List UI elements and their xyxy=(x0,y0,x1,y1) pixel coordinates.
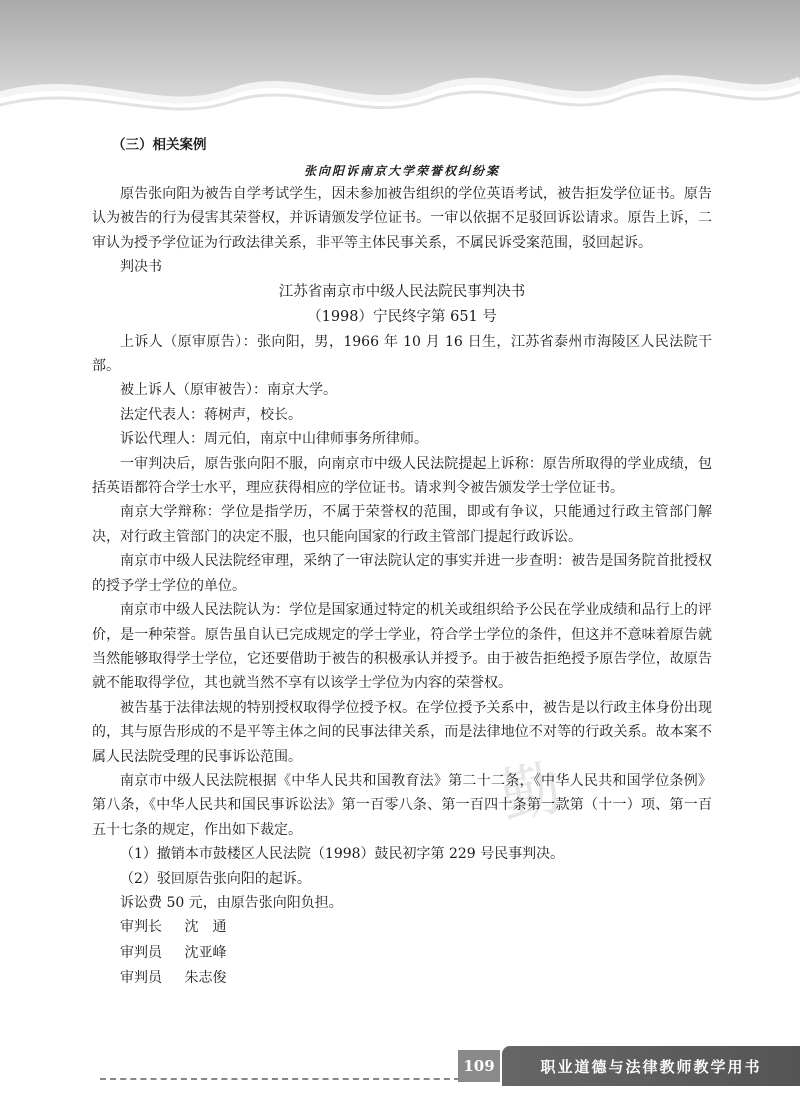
paragraph: （2）驳回原告张向阳的起诉。 xyxy=(120,870,311,887)
paragraph: 上诉人（原审原告）：张向阳，男，1966 年 10 月 16 日生，江苏省泰州市海陵区人民法院干部。 xyxy=(92,333,712,375)
paragraph: 南京市中级人民法院认为：学位是国家通过特定的机关或组织给予公民在学业成绩和品行上的评价，是一种荣誉。原告虽自认已完成规定的学士学业，符合学士学位的条件，但这并不意味着原告就当然能够取得学士学位，它还要借助于被告的积极承认并授予。由于被告拒绝授予原告学位，故原告就不能取得学位，其也就当然不享有以该学士学位为内容的荣誉权。 xyxy=(92,602,712,692)
paragraph: 被告基于法律法规的特别授权取得学位授予权。在学位授予关系中，被告是以行政主体身份出现的，其与原告形成的不是平等主体之间的民事法律关系，而是法律地位不对等的行政关系。故本案不属人民法院受理的民事诉讼范围。 xyxy=(92,699,712,765)
signature-role: 审判员 xyxy=(120,944,162,961)
decorative-header-wave xyxy=(0,0,800,125)
section-heading: （三）相关案例 xyxy=(112,137,207,153)
signature-name: 朱志俊 xyxy=(184,970,227,987)
signature-name: 沈亚峰 xyxy=(184,944,227,961)
signature-name: 沈 通 xyxy=(184,919,227,936)
signature-role: 审判长 xyxy=(120,919,162,936)
paragraph: 法定代表人：蒋树声，校长。 xyxy=(120,406,302,423)
judgment-label: 判决书 xyxy=(120,259,162,276)
page-number: 109 xyxy=(458,1050,500,1082)
signature-role: 审判员 xyxy=(120,970,162,987)
case-number: （1998）宁民终字第 651 号 xyxy=(307,308,497,325)
paragraph: （1）撤销本市鼓楼区人民法院（1998）鼓民初字第 229 号民事判决。 xyxy=(120,846,565,863)
paragraph: 诉讼费 50 元，由原告张向阳负担。 xyxy=(120,894,343,911)
watermark: 勤 xyxy=(495,753,567,833)
case-title: 张向阳诉南京大学荣誉权纠纷案 xyxy=(303,164,500,178)
case-summary: 原告张向阳为被告自学考试学生，因未参加被告组织的学位英语考试，被告拒发学位证书。原告认为被告的行为侵害其荣誉权，并诉请颁发学位证书。一审以依据不足驳回诉讼请求。原告上诉，二审认为授予学位证为行政法律关系，非平等主体民事关系，不属民诉受案范围，驳回起诉。 xyxy=(92,186,712,251)
document-body xyxy=(92,128,712,992)
paragraph: 一审判决后，原告张向阳不服，向南京市中级人民法院提起上诉称：原告所取得的学业成绩，包括英语都符合学士水平，理应获得相应的学位证书。请求判令被告颁发学士学位证书。 xyxy=(92,455,712,497)
signature-line xyxy=(120,915,712,941)
paragraph: 南京大学辩称：学位是指学历，不属于荣誉权的范围，即或有争议，只能通过行政主管部门解决，对行政主管部门的决定不服，也只能向国家的行政主管部门提起行政诉讼。 xyxy=(92,504,712,545)
paragraph: 南京市中级人民法院根据《中华人民共和国教育法》第二十二条，《中华人民共和国学位条例》第八条，《中华人民共和国民事诉讼法》第一百零八条、第一百四十条第一款第（十一）项、第一百五十七条的规定，作出如下裁定。 xyxy=(92,772,712,838)
signature-line xyxy=(120,941,712,967)
footer-dashed-rule xyxy=(100,1078,460,1080)
signature-line xyxy=(120,966,712,992)
paragraph: 被上诉人（原审被告）：南京大学。 xyxy=(120,382,337,399)
book-title-banner: 职业道德与法律教师教学用书 xyxy=(502,1046,800,1086)
court-title: 江苏省南京市中级人民法院民事判决书 xyxy=(278,283,526,300)
paragraph: 诉讼代理人：周元伯，南京中山律师事务所律师。 xyxy=(120,431,428,448)
paragraph: 南京市中级人民法院经审理，采纳了一审法院认定的事实并进一步查明：被告是国务院首批授权的授予学士学位的单位。 xyxy=(92,553,712,594)
